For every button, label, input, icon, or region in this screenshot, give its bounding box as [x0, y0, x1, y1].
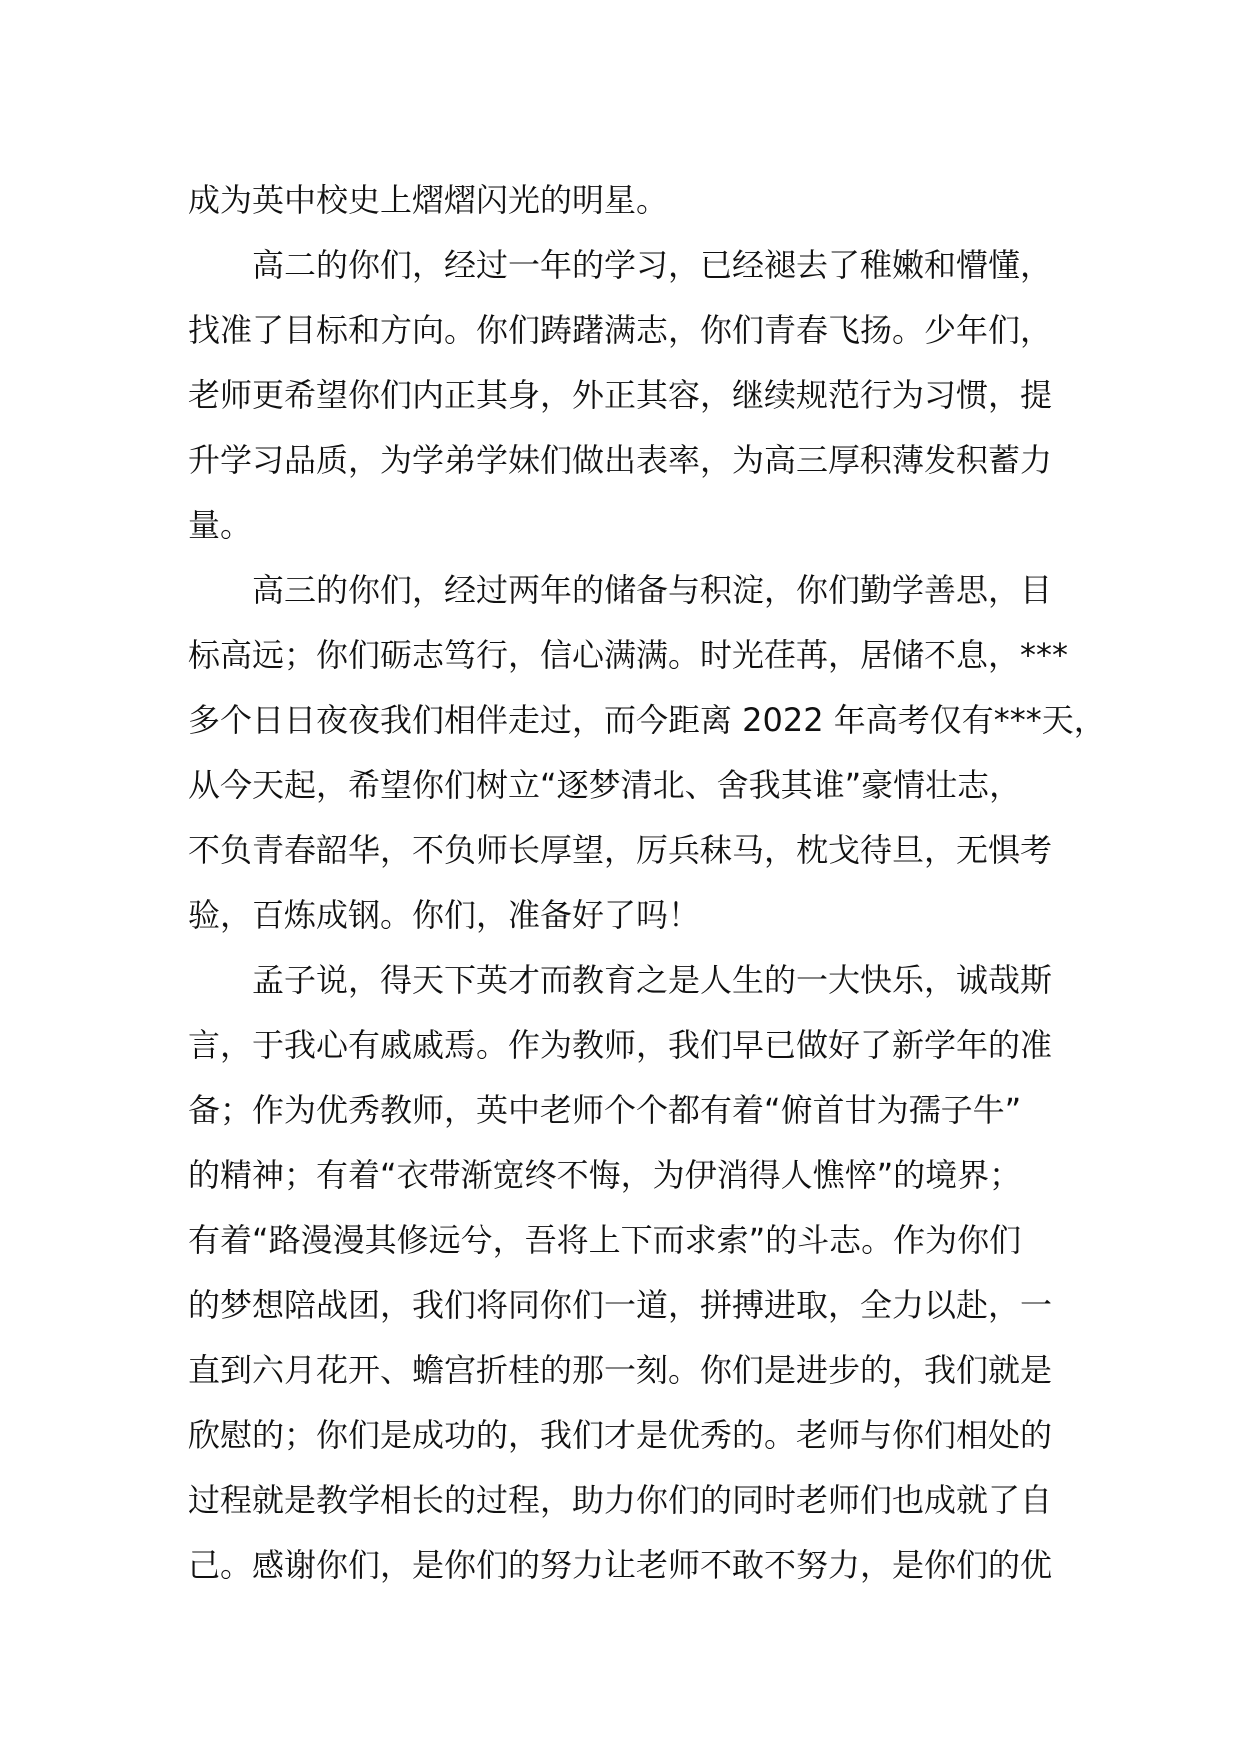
text-line: 不负青春韶华，不负师长厚望，厉兵秣马，枕戈待旦，无惧考 — [188, 831, 1053, 869]
text-line: 多个日日夜夜我们相伴走过，而今距离 2022 年高考仅有***天， — [188, 701, 1106, 739]
text-line: 升学习品质，为学弟学妹们做出表率，为高三厚积薄发积蓄力 — [188, 441, 1053, 479]
text-line: 备；作为优秀教师，英中老师个个都有着“俯首甘为孺子牛” — [188, 1091, 1022, 1129]
text-line: 成为英中校史上熠熠闪光的明星。 — [188, 181, 669, 219]
text-line: 的精神；有着“衣带渐宽终不悔，为伊消得人憔悴”的境界； — [188, 1156, 1022, 1194]
text-line: 老师更希望你们内正其身，外正其容，继续规范行为习惯，提 — [188, 376, 1053, 414]
paragraph-first-line: 高三的你们，经过两年的储备与积淀，你们勤学善思，目 — [252, 571, 1053, 609]
text-line: 过程就是教学相长的过程，助力你们的同时老师们也成就了自 — [188, 1481, 1053, 1519]
document-body — [188, 168, 1106, 1598]
text-line: 找准了目标和方向。你们踌躇满志，你们青春飞扬。少年们， — [188, 311, 1053, 349]
text-line: 验，百炼成钢。你们，准备好了吗！ — [188, 896, 701, 934]
text-line: 己。感谢你们，是你们的努力让老师不敢不努力，是你们的优 — [188, 1546, 1053, 1584]
text-line: 从今天起，希望你们树立“逐梦清北、舍我其谁”豪情壮志， — [188, 766, 1022, 804]
text-line: 欣慰的；你们是成功的，我们才是优秀的。老师与你们相处的 — [188, 1416, 1053, 1454]
text-line: 量。 — [188, 506, 253, 544]
text-line: 标高远；你们砺志笃行，信心满满。时光荏苒，居储不息，*** — [188, 636, 1069, 674]
paragraph-first-line: 孟子说，得天下英才而教育之是人生的一大快乐，诚哉斯 — [252, 961, 1053, 999]
paragraph-first-line: 高二的你们，经过一年的学习，已经褪去了稚嫩和懵懂， — [252, 246, 1053, 284]
text-line: 直到六月花开、蟾宫折桂的那一刻。你们是进步的，我们就是 — [188, 1351, 1053, 1389]
text-line: 言，于我心有戚戚焉。作为教师，我们早已做好了新学年的准 — [188, 1026, 1053, 1064]
text-line: 有着“路漫漫其修远兮，吾将上下而求索”的斗志。作为你们 — [188, 1221, 1022, 1259]
text-line: 的梦想陪战团，我们将同你们一道，拼搏进取，全力以赴，一 — [188, 1286, 1053, 1324]
